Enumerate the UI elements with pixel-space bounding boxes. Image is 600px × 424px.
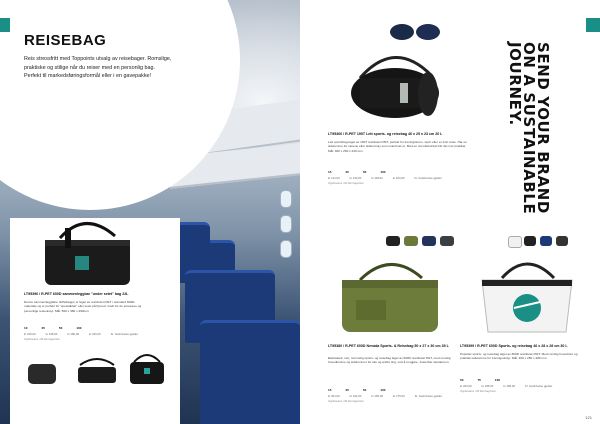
price-value: kr 183,00 xyxy=(371,394,384,398)
qty-label: 25 xyxy=(345,388,349,392)
price-note: Kr. beskrivelse gjelder xyxy=(525,384,553,388)
product-card xyxy=(10,218,180,424)
price-value: kr 185,00 xyxy=(481,384,494,388)
duffel-bag-image xyxy=(30,218,140,288)
price-value: kr 192,00 xyxy=(349,394,362,398)
price-value: kr 104,00 xyxy=(392,176,405,180)
product-description: Ekstraslett, stor, rommelig sports- og reisebag laget av 600D resirkulert PET, med romslig hovedlomme og sidelommer for sko og andre ting. Lett å rengjøre. Justerbar skulderrem. xyxy=(328,356,451,365)
white-sports-bag-image xyxy=(472,250,582,340)
color-swatch xyxy=(508,236,522,248)
qty-row xyxy=(328,170,386,174)
color-swatch xyxy=(386,236,400,246)
nevada-bag-image xyxy=(330,250,450,340)
teal-tab xyxy=(586,18,600,32)
price-row xyxy=(460,384,552,388)
qty-label: 25 xyxy=(345,170,349,174)
qty-label: 50 xyxy=(362,170,367,174)
qty-row xyxy=(328,388,386,392)
price-note: Kr. beskrivelse gjelder xyxy=(110,332,139,336)
slogan-line: JOURNEY. xyxy=(506,42,524,126)
qty-label: 100 xyxy=(76,326,82,330)
qty-label: 75 xyxy=(477,378,481,382)
price-row xyxy=(24,332,138,336)
product-description: Denne sammenleggbare duffelbagen er laget av resirkulert PET / standard 600D-materiale og er perfekt for 'spesialklær' eller setet på flymed. Godt for de avreiseve og personlige reiseutstyr. Mål: 560 x 380 x 290mm xyxy=(24,300,142,313)
color-swatch xyxy=(404,236,418,246)
qty-label: 15 xyxy=(328,170,332,174)
product-title: LT95399 / R-PET 600D Sports- og reisebag 46 x 28 x 28 cm 30 L xyxy=(460,344,568,348)
price-note: Kr. beskrivelse gjelder xyxy=(414,394,443,398)
footnote: Oppbevares i 30 liter bagvolum xyxy=(460,390,496,393)
slogan-line: ON A SUSTAINABLE xyxy=(520,42,538,215)
cabin-window xyxy=(280,215,292,233)
price-value: kr 175,00 xyxy=(393,394,405,398)
page-number: 121 xyxy=(585,415,592,420)
color-swatch xyxy=(540,236,552,246)
qty-row xyxy=(24,326,82,330)
bag-angle-thumbnail xyxy=(122,348,172,388)
qty-label: 25 xyxy=(41,326,45,330)
product-description: Populær sports- og reisebag laget av 600D resirkulert PET. Med romslig hovedrom og praktisk sidelomme for treningsutstyr. Mål: 460 x 280 x 280 mm xyxy=(460,352,578,361)
color-swatch xyxy=(556,236,568,246)
product-title: LT95380 / R-PET 600D Nevada Sports- & Reisebag 50 x 27 x 30 cm 39 L xyxy=(328,344,449,348)
price-value: kr 168,00 xyxy=(503,384,516,388)
price-value: kr 118,00 xyxy=(371,176,383,180)
qty-label: 15 xyxy=(328,388,332,392)
product-description: Lett sportsbag laget av 190T resirkulert PET, perfekt for treningsturen, sport eller en kort reise. Har en sidelomme for skoene eller skittent tøy som enkelt tas ut. Med en omsnittsvinkel blir det mer praktisk. Mål: 460 x 250 x 230 mm xyxy=(328,140,467,153)
price-row xyxy=(328,176,442,180)
barrel-bag-image xyxy=(340,38,450,128)
qty-label: 50 xyxy=(362,388,367,392)
intro-text: Reis stressfritt med Toppoints utvalg av reisebager. Romslige, praktiske og stilige når du reiser med en personlig bag. Perfekt til markedsføringsformål eller i en gavepakke! xyxy=(24,56,172,80)
qty-label: 50 xyxy=(460,378,464,382)
slogan-line: SEND YOUR BRAND xyxy=(534,42,552,214)
product-title: LT95396 / R-PET 600D sammenleggbar "under setet" bag 22L xyxy=(24,292,129,296)
product-title: LT95366 / R-PET 190T Lett sports- og reisebag 46 x 25 x 23 cm 20 L xyxy=(328,132,443,136)
right-page xyxy=(300,0,600,424)
price-value: kr 132,00 xyxy=(349,176,362,180)
price-value: kr 198,00 xyxy=(45,332,58,336)
qty-label: 50 xyxy=(58,326,63,330)
color-swatch xyxy=(524,236,536,246)
cabin-window xyxy=(280,240,292,258)
folded-bag-thumbnail xyxy=(24,360,64,388)
qty-label: 100 xyxy=(380,170,386,174)
qty-label: 10 xyxy=(24,326,28,330)
seat xyxy=(200,320,300,424)
price-value: kr 180,00 xyxy=(67,332,80,336)
qty-label: 100 xyxy=(380,388,386,392)
slogan xyxy=(508,42,550,217)
qty-row xyxy=(460,378,500,382)
color-swatch xyxy=(440,236,454,246)
price-note: Kr. beskrivelse gjelder xyxy=(414,176,442,180)
open-bag-thumbnail xyxy=(72,353,122,387)
price-value: kr 166,00 xyxy=(89,332,101,336)
price-value: kr 202,00 xyxy=(460,384,472,388)
cabin-window xyxy=(280,190,292,208)
teal-tab xyxy=(0,18,10,32)
color-swatch xyxy=(422,236,436,246)
footnote: Oppbevares i 39 liter bagvolum xyxy=(328,400,364,403)
price-value: kr 141,00 xyxy=(328,176,340,180)
footnote: Oppbevares i 35 liter bagvolum xyxy=(24,338,60,341)
page-title: REISEBAG xyxy=(24,32,107,49)
price-row xyxy=(328,394,442,398)
qty-label: 100 xyxy=(494,378,501,382)
footnote: Oppbevares i 20 liter bagvolum xyxy=(328,182,364,185)
price-value: kr 201,00 xyxy=(328,394,340,398)
price-value: kr 216,00 xyxy=(24,332,36,336)
